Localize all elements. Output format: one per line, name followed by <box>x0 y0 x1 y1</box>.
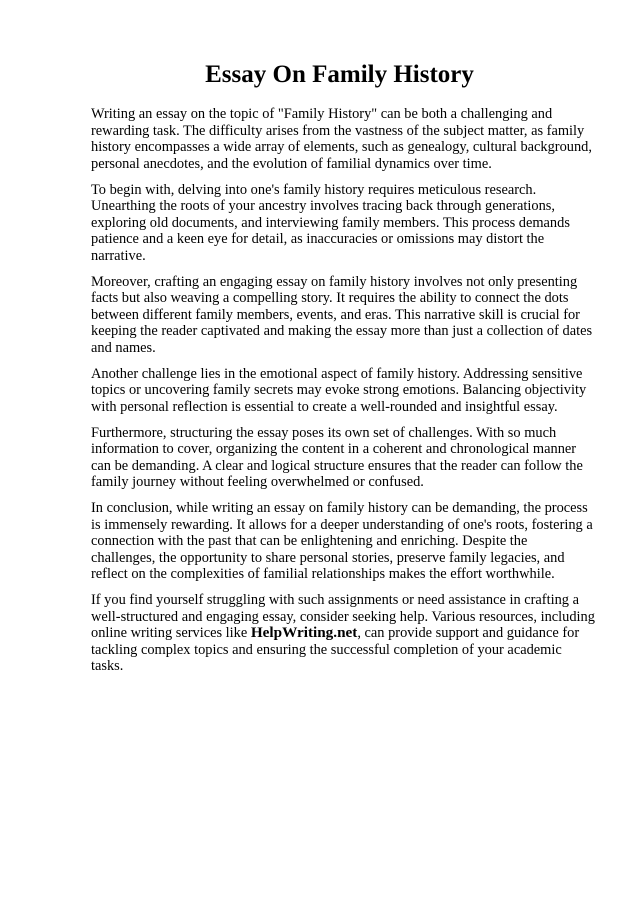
paragraph-intro: Writing an essay on the topic of "Family History" can be both a challenging and rewarding task. The difficulty arises from the vastness of the subject matter, as family history encompasses a wide array of elements, such as genealogy, cultural background, personal anecdotes, and the evolution of familial dynamics over time. <box>91 106 592 172</box>
help-text-before: If you find yourself struggling with such assignments or need assistance in crafting a well-structured and engaging essay, consider seeking help. Various resources, including online writing services like <box>91 592 595 641</box>
paragraph-conclusion: In conclusion, while writing an essay on family history can be demanding, the process is immensely rewarding. It allows for a deeper understanding of one's roots, fostering a connection with the past that can be enlightening and enriching. Despite the challenges, the opportunity to share personal stories, preserve family legacies, and reflect on the complexities of familial relationships makes the effort worthwhile. <box>91 500 593 582</box>
help-text-after: , can provide support and guidance for tackling complex topics and ensuring the successful completion of your academic tasks. <box>91 625 580 674</box>
paragraph-emotional: Another challenge lies in the emotional aspect of family history. Addressing sensitive topics or uncovering family secrets may evoke strong emotions. Balancing objectivity with personal reflection is essential to create a well-rounded and insightful essay. <box>91 365 587 415</box>
paragraph-help <box>91 592 595 675</box>
paragraph-structure: Furthermore, structuring the essay poses its own set of challenges. With so much information to cover, organizing the content in a coherent and chronological manner can be demanding. A clear and logical structure ensures that the reader can follow the family journey without feeling overwhelmed or confused. <box>91 424 583 490</box>
document-title: Essay On Family History <box>205 61 474 88</box>
paragraph-research: To begin with, delving into one's family history requires meticulous research. Unearthing the roots of your ancestry involves tracing back through generations, exploring old documents, and interviewing family members. This process demands patience and a keen eye for detail, as inaccuracies or omissions may distort the narrative. <box>91 181 570 264</box>
brand-name: HelpWriting.net <box>250 624 358 641</box>
paragraph-narrative: Moreover, crafting an engaging essay on family history involves not only presenting facts but also weaving a compelling story. It requires the ability to connect the dots between different family members, events, and eras. This narrative skill is crucial for keeping the reader captivated and making the essay more than just a collection of dates and names. <box>91 273 593 356</box>
